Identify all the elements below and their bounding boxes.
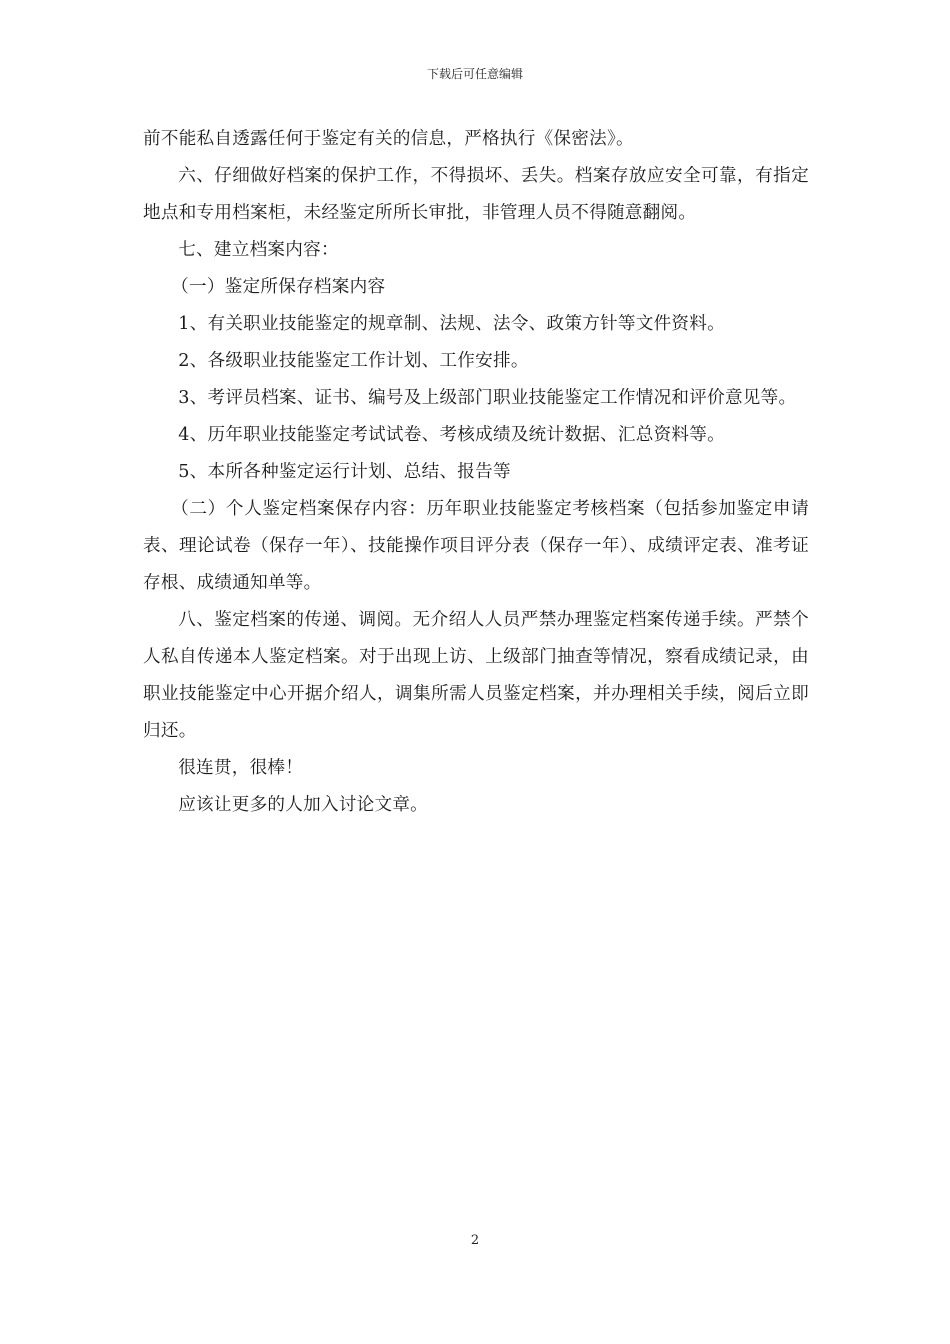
paragraph-section-six: 六、仔细做好档案的保护工作，不得损坏、丢失。档案存放应安全可靠，有指定地点和专用档案柜，未经鉴定所所长审批，非管理人员不得随意翻阅。	[143, 166, 809, 223]
page-number: 2	[470, 1233, 480, 1248]
list-item-4: 4、历年职业技能鉴定考试试卷、考核成绩及统计数据、汇总资料等。	[178, 425, 725, 445]
paragraph-section-eight: 八、鉴定档案的传递、调阅。无介绍人人员严禁办理鉴定档案传递手续。严禁个人私自传递本人鉴定档案。对于出现上访、上级部门抽查等情况，察看成绩记录，由职业技能鉴定中心开据介绍人，调集所需人员鉴定档案，并办理相关手续，阅后立即归还。	[143, 610, 809, 741]
paragraph-comment-2: 应该让更多的人加入讨论文章。	[178, 795, 429, 815]
list-item-5: 5、本所各种鉴定运行计划、总结、报告等	[178, 462, 511, 482]
paragraph-comment-1: 很连贯，很棒！	[178, 758, 304, 778]
paragraph-subsection-one: （一）鉴定所保存档案内容	[171, 277, 386, 297]
list-item-3: 3、考评员档案、证书、编号及上级部门职业技能鉴定工作情况和评价意见等。	[178, 388, 797, 408]
paragraph-confidentiality: 前不能私自透露任何于鉴定有关的信息，严格执行《保密法》。	[143, 129, 634, 149]
page-header: 下载后可任意编辑	[426, 67, 523, 81]
list-item-1: 1、有关职业技能鉴定的规章制、法规、法令、政策方针等文件资料。	[178, 314, 725, 334]
document-body	[143, 121, 809, 824]
paragraph-section-seven: 七、建立档案内容：	[178, 240, 339, 260]
list-item-2: 2、各级职业技能鉴定工作计划、工作安排。	[178, 351, 529, 371]
paragraph-subsection-two: （二）个人鉴定档案保存内容：历年职业技能鉴定考核档案（包括参加鉴定申请表、理论试卷（保存一年）、技能操作项目评分表（保存一年）、成绩评定表、准考证存根、成绩通知单等。	[143, 499, 809, 593]
